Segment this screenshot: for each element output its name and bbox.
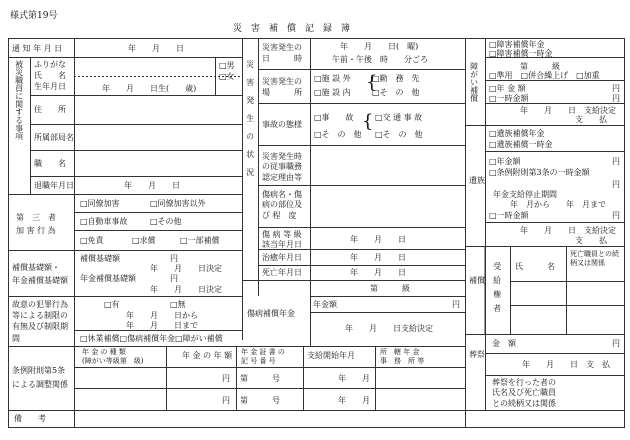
restriction-types[interactable]: □休業補償□傷病補償年金□障がい補償 [80, 334, 223, 343]
rule3-checkbox[interactable]: □条例附則第3条の一時金額 [489, 168, 590, 177]
pension-base-decided[interactable]: 年 月 日決定 [150, 285, 222, 294]
base-decided[interactable]: 年 月 日決定 [150, 264, 222, 273]
dis-pension-checkbox[interactable]: □障害補償年金 [489, 40, 545, 49]
recipients-label: 受給権者 [492, 262, 502, 318]
place-bracket: { [366, 72, 378, 93]
notice-date-label: 通 知 年 月 日 [12, 44, 63, 53]
cure-date-field[interactable]: 年 月 日 [350, 253, 406, 262]
compensation-label: 補償 [469, 276, 485, 285]
duty-reason-label: 災害発生時 の従事職務 認定理由等 [262, 152, 302, 182]
adjust-label: 条例附則第5条 による調整関係 [12, 366, 68, 389]
name-label: 氏 名 [34, 71, 66, 80]
dis-checks[interactable]: □準用 □併合繰上げ □加重 [489, 71, 600, 80]
non-same-harm-checkbox[interactable]: □同僚加害以外 [150, 199, 206, 208]
survivor-label: 遺族 [469, 176, 485, 185]
injury-pension-grade[interactable]: 第 級 [370, 284, 410, 293]
accident-mode-label: 事故の態様 [262, 120, 302, 129]
occ-time-field[interactable]: 午前・午後 時 分ごろ [332, 55, 428, 64]
base-amount-label: 補償基礎額・ 年金補償基礎額 [12, 263, 68, 285]
car-accident-checkbox[interactable]: □自動車事故 [80, 217, 128, 226]
death-date-label: 死亡年月日 [262, 268, 302, 277]
claim-checkbox[interactable]: □求償 [132, 236, 156, 245]
pension-yen-2: 円 [222, 396, 230, 405]
injury-label: 傷病名・傷 病の部位及 び 程 度 [262, 190, 302, 220]
dis-pay-decided[interactable]: 年 月 日 支給決定 [520, 106, 616, 115]
dis-annual-yen: 円 [612, 84, 620, 93]
partial-checkbox[interactable]: □一部補償 [180, 236, 220, 245]
surv-pay[interactable]: 支 払 [575, 236, 607, 245]
surv-pay-decided[interactable]: 年 月 日 支給決定 [520, 226, 616, 235]
start-ym-1[interactable]: 年 月 [338, 374, 370, 383]
death-date-field[interactable]: 年 月 日 [350, 268, 406, 277]
surv-annual-yen: 円 [612, 157, 620, 166]
base-amount-yen: 円 [170, 254, 178, 263]
dis-lump-checkbox[interactable]: □障害補償一時金 [489, 49, 553, 58]
surv-annual-checkbox[interactable]: □年金額 [489, 157, 521, 166]
restriction-yes-checkbox[interactable]: □有 [104, 300, 120, 309]
cert-no-header: 年 金 証 書 の 記 号 番 号 [241, 348, 285, 366]
inside-checkbox[interactable]: □施 設 内 [314, 88, 351, 97]
restriction-no-checkbox[interactable]: □無 [170, 300, 186, 309]
surv-lump-checkbox[interactable]: □遺族補償一時金 [489, 140, 553, 149]
dis-annual-checkbox[interactable]: □年 金 額 [489, 84, 526, 93]
exempt-checkbox[interactable]: □免責 [80, 236, 104, 245]
surv-lump-amount-checkbox[interactable]: □一時金額 [489, 211, 529, 220]
injury-pension-decided[interactable]: 年 月 日支給決定 [345, 324, 433, 333]
grade-date-label: 傷 病 等 級 該当年月日 [262, 230, 302, 250]
post-label: 職 名 [34, 159, 66, 168]
injury-pension-amount-label: 年金額 [313, 300, 337, 309]
pension-amount-header: 年 金 の 年 額 [182, 351, 233, 360]
restriction-from[interactable]: 年 月 日から [126, 311, 198, 320]
grade-date-field[interactable]: 年 月 日 [350, 235, 406, 244]
same-harm-checkbox[interactable]: □同僚加害 [80, 199, 120, 208]
funeral-pay-date[interactable]: 年 月 日 支 払 [522, 360, 610, 369]
other-place-checkbox[interactable]: □そ の 他 [372, 88, 420, 97]
traffic-checkbox[interactable]: □交 通 事 故 [375, 113, 423, 122]
cure-date-label: 治癒年月日 [262, 253, 302, 262]
occ-place-label: 災害発生の 場 所 [262, 77, 302, 98]
pension-type-header: 年 金 の 種 類 (障がい等級第 級) [82, 348, 144, 366]
relation-header: 死亡職員との続柄又は関係 [570, 250, 619, 268]
cert-no-2[interactable]: 第 号 [240, 396, 280, 405]
dis-grade[interactable]: 第 級 [520, 62, 560, 71]
female-checkbox[interactable]: □女 [219, 72, 235, 81]
start-ym-header: 支給開始年月 [307, 351, 355, 360]
mode-bracket: { [362, 111, 374, 132]
surv-lump-yen: 円 [612, 211, 620, 220]
outside-checkbox[interactable]: □施 設 外 [314, 74, 351, 83]
dob-label: 生年月日 [34, 82, 66, 91]
surv-pension-checkbox[interactable]: □遺族補償年金 [489, 129, 545, 138]
restriction-to[interactable]: 年 月 日まで [126, 321, 198, 330]
pension-base-yen: 円 [170, 274, 178, 283]
duty-place-checkbox[interactable]: □勤 務 先 [372, 74, 420, 83]
cert-no-1[interactable]: 第 号 [240, 374, 280, 383]
occ-datetime-label: 災害発生の 日 時 [262, 43, 302, 64]
other-mode2-checkbox[interactable]: □そ の 他 [375, 130, 423, 139]
retire-date-field[interactable]: 年 月 日 [124, 181, 180, 190]
injury-pension-yen: 円 [452, 300, 460, 309]
form-title: 災 害 補 償 記 録 簿 [233, 24, 351, 34]
base-amount-sub: 補償基礎額 [80, 254, 120, 263]
occ-date-field[interactable]: 年 月 日( 曜) [340, 42, 419, 51]
dis-pay[interactable]: 支 払 [575, 115, 607, 124]
suspension-from-to[interactable]: 年 月から 年 月まで [510, 200, 606, 209]
remarks-label: 備 考 [14, 414, 46, 423]
funeral-person-label: 葬祭を行った者の 氏名及び死亡職員 との続柄又は関係 [492, 378, 556, 408]
address-label: 住 所 [34, 105, 66, 114]
dept-label: 所属部局名 [34, 133, 74, 142]
dis-lump-yen: 円 [612, 94, 620, 103]
office-header: 所 轄 年 金 事 務 所 等 [380, 348, 425, 366]
funeral-amount-label: 金 額 [492, 339, 516, 348]
suspension-period-label: 年金支給停止期間 [493, 190, 557, 199]
accident-checkbox[interactable]: □事 故 [314, 113, 354, 122]
other-checkbox[interactable]: □その他 [150, 217, 182, 226]
disability-label: 障がい補償 [469, 62, 479, 102]
dob-field[interactable]: 年 月 日生( 歳) [102, 84, 197, 93]
third-party-label: 第 三 者 加 害 行 為 [16, 213, 56, 235]
male-checkbox[interactable]: □男 [219, 61, 235, 70]
notice-date-field[interactable]: 年 月 日 [128, 44, 184, 53]
funeral-yen: 円 [612, 339, 620, 348]
furigana-label: ふりがな [34, 60, 66, 69]
disaster-status-label: 災害発生の状況 [245, 60, 255, 186]
injury-pension-label: 傷病補償年金 [247, 309, 295, 318]
start-ym-2[interactable]: 年 月 [338, 396, 370, 405]
recipient-name-header: 氏 名 [515, 262, 555, 271]
dis-lump-amount-checkbox[interactable]: □一時金額 [489, 94, 529, 103]
pension-yen-1: 円 [222, 374, 230, 383]
intent-restriction-label: 故意の犯罪行為 等による制限の 有無及び制限期 間 [12, 300, 68, 343]
rule3-yen: 円 [612, 180, 620, 189]
pension-base-sub: 年金補償基礎額 [80, 274, 136, 283]
retire-date-label: 退職年月日 [34, 181, 74, 190]
form-number: 様式第19号 [10, 11, 58, 21]
victim-group-label: 被災職員に関する事項 [14, 60, 24, 140]
funeral-label: 葬祭 [469, 350, 485, 359]
other-mode-checkbox[interactable]: □そ の 他 [314, 130, 362, 139]
